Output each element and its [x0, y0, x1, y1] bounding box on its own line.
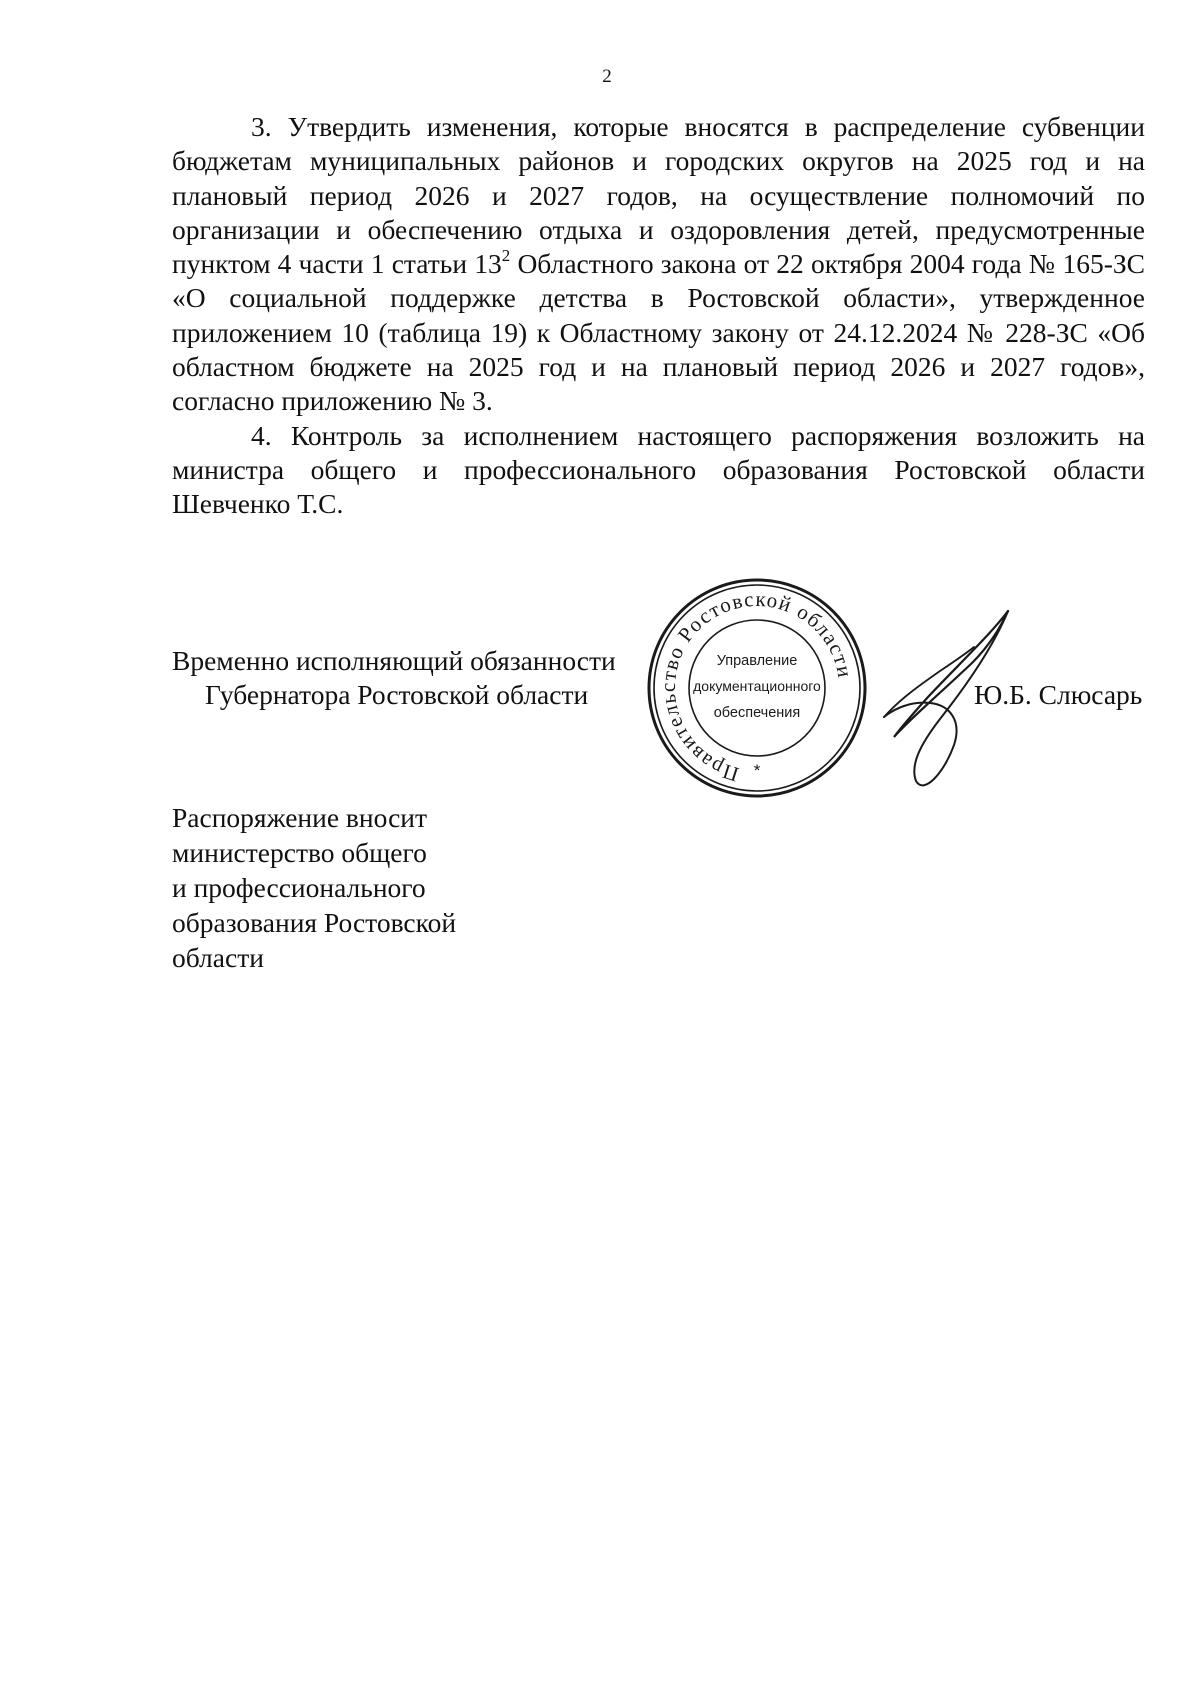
- submitter-note: [172, 800, 572, 975]
- document-body: [172, 110, 1145, 522]
- submitter-line-3: и профессионального: [172, 872, 426, 903]
- submitter-line-2: министерство общего: [172, 837, 427, 868]
- stamp-star-icon: *: [753, 761, 761, 780]
- paragraph-3-text-end: Областного закона от 22 октября 2004 года № 165-ЗС «О социальной поддержке детства в Ростовской области», утвержденное приложением 10 (таблица 19) к Областному закону от 24.12.2024 № 228-ЗС «Об областном бюджете на 2025 год и на плановый период 2026 и 2027 годов», согласно приложению № 3.: [172, 248, 1146, 417]
- submitter-line-1: Распоряжение вносит: [172, 802, 428, 833]
- stamp-center-line-1: Управление: [716, 653, 798, 669]
- paragraph-3: [172, 110, 1145, 419]
- official-stamp: [644, 575, 870, 801]
- stamp-ring-text: Правительство Ростовской области: [655, 586, 858, 787]
- submitter-line-5: области: [172, 942, 264, 973]
- paragraph-3-superscript: 2: [501, 246, 511, 266]
- page-number: 2: [602, 66, 612, 87]
- signature-stroke-1: [894, 611, 1008, 737]
- stamp-center-line-2: документационного: [693, 678, 821, 694]
- paragraph-3-text-start: 3. Утвердить изменения, которые вносятся в распределение субвенции бюджетам муниципальных районов и городских округов на 2025 год и на плановый период 2026 и 2027 годов, на осуществление полномочий по организации и обеспечению отдыха и оздоровления детей, предусмотренные пунктом 4 части 1 статьи 13: [172, 111, 1145, 280]
- stamp-center-line-3: обеспечения: [713, 705, 801, 721]
- signer-name: Ю.Б. Слюсарь: [974, 679, 1143, 710]
- signature-stroke-3: [884, 647, 974, 717]
- signer-title: [172, 644, 632, 712]
- signer-title-line-1: Временно исполняющий обязанности: [172, 645, 616, 676]
- signer-title-line-2: Губернатора Ростовской области: [205, 679, 589, 710]
- submitter-line-4: образования Ростовской: [172, 907, 457, 938]
- paragraph-4: 4. Контроль за исполнением настоящего распоряжения возложить на министра общего и профессионального образования Ростовской области Шевченко Т.С.: [172, 419, 1145, 520]
